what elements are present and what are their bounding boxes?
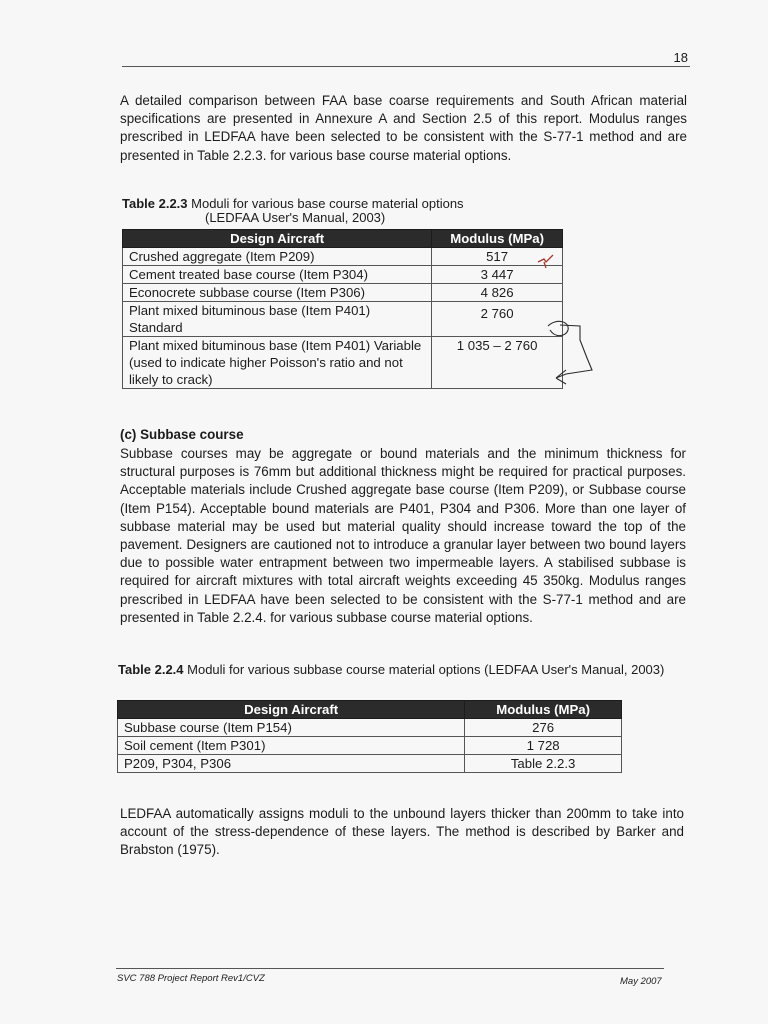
column-header: Design Aircraft [118, 701, 465, 719]
closing-paragraph: LEDFAA automatically assigns moduli to the unbound layers thicker than 200mm to take into account of the stress-dependence of these layers. The method is described by Barker and Brabston (1975). [120, 806, 684, 858]
bracket-arrow-icon [548, 321, 592, 384]
material-cell: Econocrete subbase course (Item P306) [123, 284, 432, 302]
footer-rule [116, 968, 664, 969]
table-caption-text: Moduli for various subbase course material options (LEDFAA User's Manual, 2003) [187, 662, 665, 677]
footer-date: May 2007 [620, 976, 662, 987]
modulus-cell: 4 826 [432, 284, 563, 302]
material-cell: Crushed aggregate (Item P209) [123, 248, 432, 266]
modulus-cell: 1 035 – 2 760 [432, 337, 563, 389]
table-row [118, 755, 622, 773]
intro-paragraph: A detailed comparison between FAA base coarse requirements and South African material specifications are presented in Annexure A and Section 2.5 of this report. Modulus ranges prescribed in LEDFAA have been selected to be consistent with the S-77-1 method and are presented in Table 2.2.3. for various base course material options. [120, 93, 687, 163]
column-header: Modulus (MPa) [465, 701, 622, 719]
footer-project: SVC 788 Project Report Rev1/CVZ [117, 973, 265, 984]
modulus-cell: 276 [465, 719, 622, 737]
modulus-cell: 517 [432, 248, 563, 266]
material-cell: Plant mixed bituminous base (Item P401) Variable (used to indicate higher Poisson's ratio and not likely to crack) [123, 337, 432, 389]
table-label: Table 2.2.4 [118, 662, 184, 677]
modulus-cell: Table 2.2.3 [465, 755, 622, 773]
table-row [118, 737, 622, 755]
modulus-cell: 3 447 [432, 266, 563, 284]
material-cell: Subbase course (Item P154) [118, 719, 465, 737]
table-2-2-4-caption [118, 663, 686, 677]
material-cell: Plant mixed bituminous base (Item P401) Standard [123, 302, 432, 337]
material-cell: Cement treated base course (Item P304) [123, 266, 432, 284]
table-caption-source: (LEDFAA User's Manual, 2003) [205, 210, 386, 225]
material-cell: Soil cement (Item P301) [118, 737, 465, 755]
table-row [118, 719, 622, 737]
modulus-cell: 1 728 [465, 737, 622, 755]
table-label: Table 2.2.3 [122, 196, 188, 211]
page-number: 18 [673, 50, 688, 65]
column-header: Design Aircraft [123, 230, 432, 248]
modulus-cell: 2 760 [432, 302, 563, 337]
column-header: Modulus (MPa) [432, 230, 563, 248]
table-caption-text: Moduli for various base course material options [191, 196, 464, 211]
tick-mark-icon [538, 255, 553, 268]
material-cell: P209, P304, P306 [118, 755, 465, 773]
table-2-2-4 [117, 700, 622, 773]
subbase-heading: (c) Subbase course [120, 427, 244, 442]
subbase-paragraph: Subbase courses may be aggregate or bound materials and the minimum thickness for structural purposes is 76mm but additional thickness might be required for practical purposes. Acceptable materials include Crushed aggregate base course (Item P209), or Subbase course (Item P154). Acceptable bound materials are P401, P304 and P306. More than one layer of subbase material may be used but material quality should increase toward the top of the pavement. Designers are cautioned not to introduce a granular layer between two bound layers due to possible water entrapment between two impermeable layers. A stabilised subbase is required for aircraft mixtures with total aircraft weights exceeding 45 350kg. Modulus ranges prescribed in LEDFAA have been selected to be consistent with the S-77-1 method and are presented in Table 2.2.4. for various subbase course material options. [120, 446, 686, 625]
